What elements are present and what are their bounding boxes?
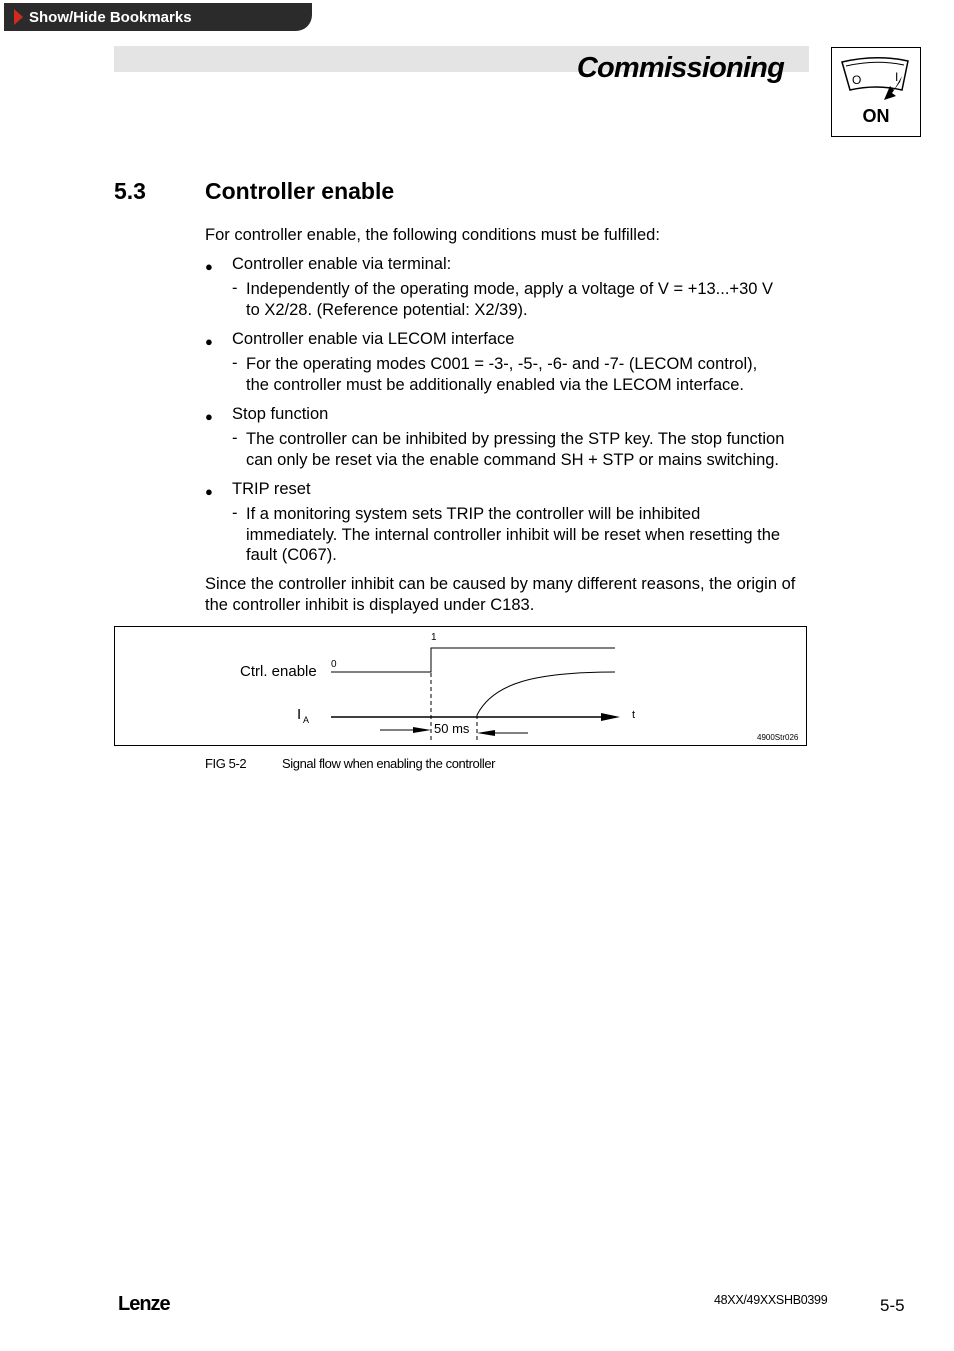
ctrl-enable-label: Ctrl. enable xyxy=(240,663,317,680)
document-code: 48XX/49XXSHB0399 xyxy=(714,1293,828,1307)
bookmark-arrow-icon xyxy=(14,9,23,25)
time-axis-label: t xyxy=(632,709,636,721)
dash-mark: - xyxy=(232,279,238,297)
current-rise-curve xyxy=(477,672,615,715)
lenze-logo: Lenze xyxy=(118,1293,170,1315)
figure-caption: Signal flow when enabling the controller xyxy=(282,756,496,771)
bullet-icon: ● xyxy=(205,409,213,424)
power-switch-icon xyxy=(832,48,920,108)
page-number: 5-5 xyxy=(880,1296,905,1315)
dash-mark: - xyxy=(232,429,238,447)
section-title: Controller enable xyxy=(205,178,395,204)
signal-diagram xyxy=(115,627,808,747)
ctrl-enable-signal xyxy=(331,648,615,672)
bookmarks-label: Show/Hide Bookmarks xyxy=(29,8,192,26)
section-number: 5.3 xyxy=(114,178,146,204)
delay-arrow-right-icon xyxy=(413,727,431,733)
drawing-id: 4900Str026 xyxy=(757,733,799,742)
delay-label: 50 ms xyxy=(434,721,470,736)
intro-text: For controller enable, the following conditions must be fulfilled: xyxy=(205,226,660,244)
dash-mark: - xyxy=(232,354,238,372)
bullet-icon: ● xyxy=(205,484,213,499)
closing-text: Since the controller inhibit can be caused by many different reasons, the origin of the controller inhibit is displayed under C183. xyxy=(205,575,796,614)
item-detail: The controller can be inhibited by pressing the STP key. The stop function can only be reset via the enable command SH + STP or mains switching. xyxy=(246,430,785,469)
delay-arrow-left-icon xyxy=(477,730,495,736)
item-detail: If a monitoring system sets TRIP the controller will be inhibited immediately. The internal controller inhibit will be reset when resetting the fault (C067). xyxy=(246,505,781,564)
on-label: ON xyxy=(862,106,890,126)
item-label: TRIP reset xyxy=(232,480,311,498)
bullet-icon: ● xyxy=(205,334,213,349)
switch-on-mark: I xyxy=(895,70,899,84)
figure-number: FIG 5-2 xyxy=(205,756,247,771)
low-level-label: 0 xyxy=(331,659,337,670)
axis-arrow-icon xyxy=(601,713,620,721)
item-label: Controller enable via terminal: xyxy=(232,255,452,273)
on-switch-badge xyxy=(831,47,921,137)
chapter-title: Commissioning xyxy=(576,52,784,84)
signal-flow-figure xyxy=(114,626,807,746)
item-label: Controller enable via LECOM interface xyxy=(232,330,515,348)
bullet-icon: ● xyxy=(205,259,213,274)
item-label: Stop function xyxy=(232,405,329,423)
item-detail: For the operating modes C001 = -3-, -5-, -6- and -7- (LECOM control), the controller must be additionally enabled via the LECOM interface. xyxy=(246,355,758,394)
item-detail: Independently of the operating mode, apply a voltage of V = +13...+30 V to X2/28. (Reference potential: X2/39). xyxy=(246,280,774,319)
switch-off-mark: O xyxy=(852,73,862,87)
high-level-label: 1 xyxy=(431,632,437,643)
current-label: I xyxy=(297,706,302,723)
current-subscript: A xyxy=(303,715,310,725)
dash-mark: - xyxy=(232,504,238,522)
show-hide-bookmarks-button[interactable] xyxy=(4,3,312,31)
